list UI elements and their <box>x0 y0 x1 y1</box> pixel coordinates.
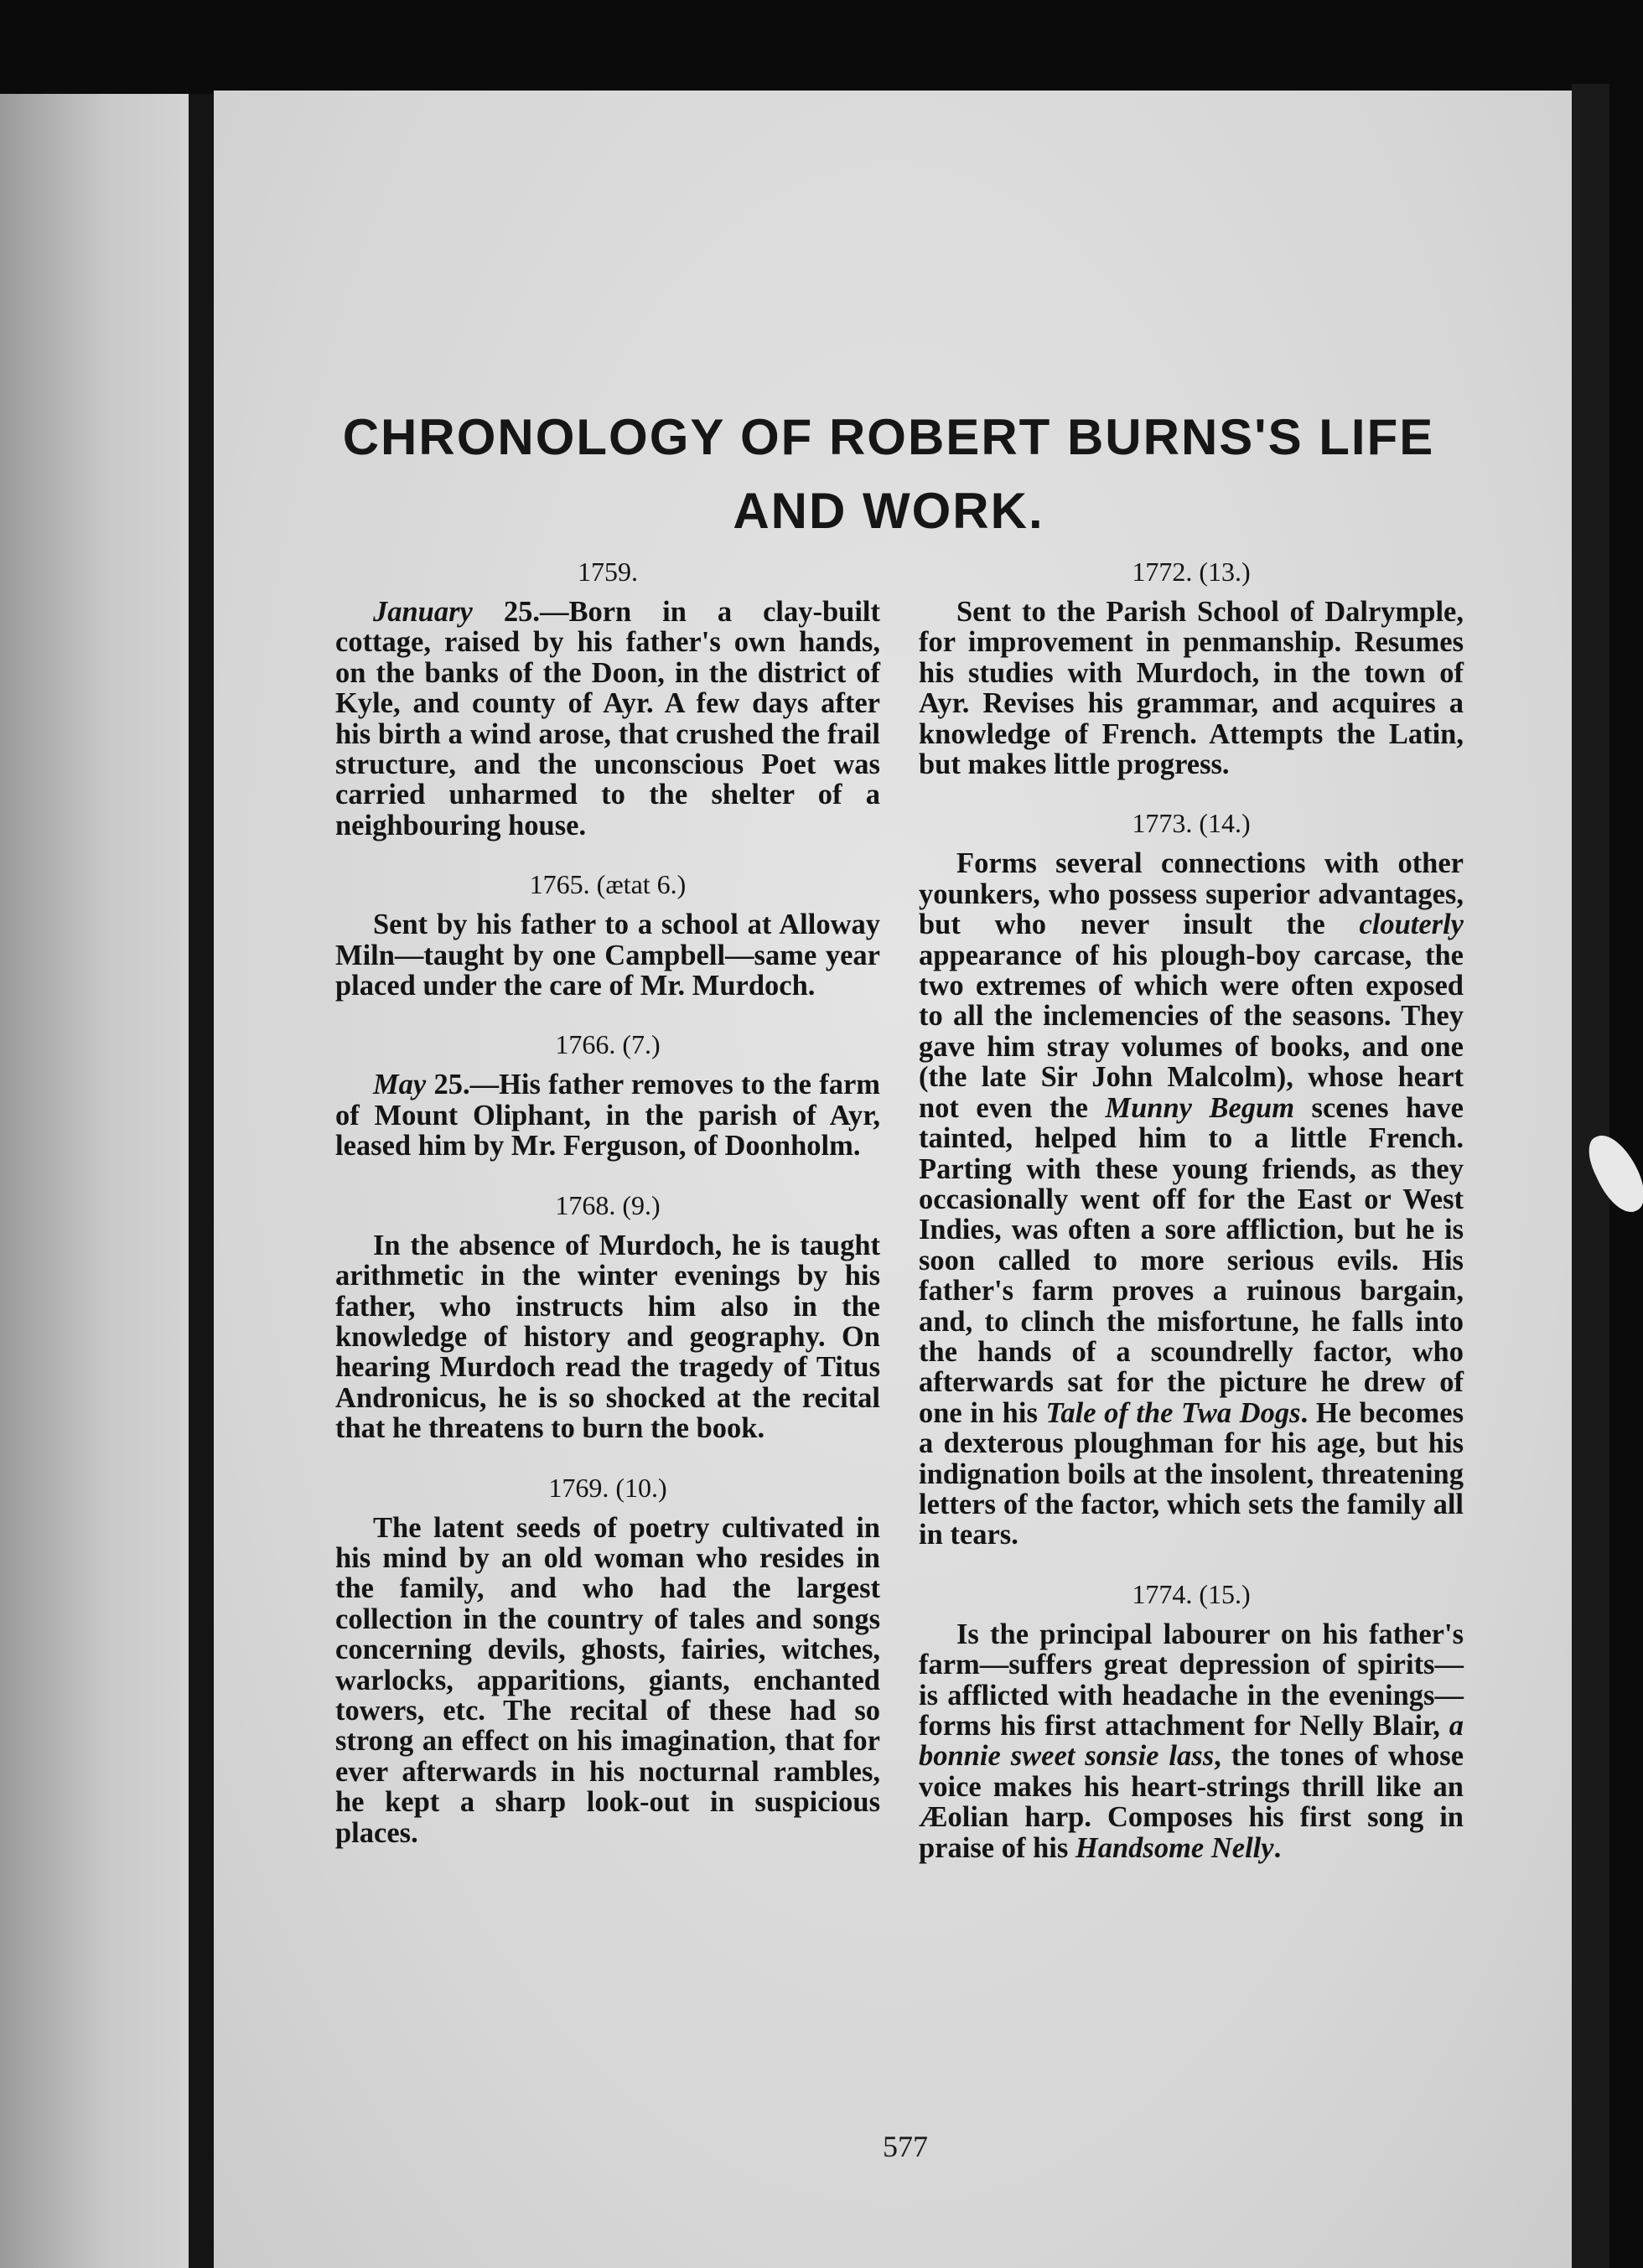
entry-year-heading: 1772. (13.) <box>1132 557 1251 587</box>
text-run: Sent by his father to a school at Alloway Miln—taught by one Campbell—same year placed under the care of Mr. Murdoch. <box>335 909 880 1002</box>
chronology-entry <box>919 1576 1464 1863</box>
right-column <box>919 553 1464 1888</box>
italic-text: clouterly <box>1359 909 1464 941</box>
italic-text: Tale of the Twa Dogs <box>1045 1396 1301 1429</box>
entry-text <box>335 1230 880 1444</box>
entry-year-heading: 1759. <box>578 557 638 587</box>
entry-text <box>919 848 1464 1550</box>
text-run: . He becomes a dexterous ploughman for his age, but his indignation boils at the insolent, threatening letters of the factor, which sets the family all in tears. <box>919 1396 1464 1551</box>
text-run: Is the principal labourer on his father's farm—suffers great depression of spirits—is afflicted with headache in the evenings—forms his first attachment for Nelly Blair, <box>919 1618 1464 1742</box>
entry-text <box>335 909 880 1001</box>
text-run: . <box>1273 1831 1282 1864</box>
chronology-entry <box>919 805 1464 1550</box>
italic-text: a bonnie sweet sonsie lass <box>919 1710 1464 1773</box>
text-run: 25.—His father removes to the farm of Mount Oliphant, in the parish of Ayr, leased him by Mr. Ferguson, of Doonholm. <box>335 1069 880 1162</box>
text-run: In the absence of Murdoch, he is taught arithmetic in the winter evenings by his father, who instructs him also in the knowledge of history and geography. On hearing Murdoch read the tragedy of Titus Andronicus, he is so shocked at the recital that he threatens to burn the book. <box>335 1229 880 1445</box>
italic-text: Handsome Nelly <box>1075 1831 1274 1864</box>
left-column <box>335 553 880 1873</box>
text-run: Sent to the Parish School of Dalrymple, for improvement in penmanship. Resumes his studies with Murdoch, in the town of Ayr. Revises his grammar, and acquires a knowledge of French. Attempts the Latin, but makes little progress. <box>919 596 1464 781</box>
text-run: The latent seeds of poetry cultivated in his mind by an old woman who resides in the family, and who had the largest collection in the country of tales and songs concerning devils, ghosts, fairies, witches, warlocks, apparitions, giants, enchanted towers, etc. The recital of these had so strong an effect on his imagination, that for ever afterwards in his nocturnal rambles, he kept a sharp look-out in suspicious places. <box>335 1511 880 1849</box>
text-run: appearance of his plough-boy carcase, the two extremes of which were often exposed to all the inclemencies of the seasons. They gave him stray volumes of books, and one (the late Sir John Malcolm), whose heart not even the <box>919 939 1464 1124</box>
entry-text <box>335 1069 880 1161</box>
chronology-entry <box>335 866 880 1001</box>
entry-year-heading: 1769. (10.) <box>548 1472 667 1503</box>
entry-year-heading: 1765. (ætat 6.) <box>529 869 687 900</box>
page-title: CHRONOLOGY OF ROBERT BURNS'S LIFE AND WORK. <box>342 409 1435 539</box>
text-run: 25.—Born in a clay-built cottage, raised by his father's own hands, on the banks of the Doon, in the district of Kyle, and county of Ayr. A few days after his birth a wind arose, that crushed the frail structure, and the unconscious Poet was carried unharmed to the shelter of a neighbouring house. <box>335 596 880 841</box>
entry-year-heading: 1768. (9.) <box>555 1189 661 1220</box>
chronology-entry <box>919 553 1464 779</box>
text-run: scenes have tainted, helped him to a little French. Parting with these young friends, as they occasionally went off for the East or West Indies, was often a sore affliction, but he is soon called to more serious evils. His father's farm proves a ruinous bargain, and, to clinch the misfortune, he falls into the hands of a scoundrelly factor, who afterwards sat for the picture he drew of one in his <box>919 1091 1464 1429</box>
entry-text <box>335 1513 880 1848</box>
chronology-entry <box>335 1187 880 1444</box>
adjacent-page-edge <box>0 94 189 2268</box>
entry-text <box>919 597 1464 779</box>
entry-year-heading: 1773. (14.) <box>1132 808 1251 839</box>
entry-year-heading: 1766. (7.) <box>555 1029 661 1060</box>
italic-text: Munny Begum <box>1105 1091 1295 1124</box>
entry-text <box>335 597 880 841</box>
entry-text <box>919 1619 1464 1863</box>
chronology-entry <box>335 1026 880 1161</box>
page-number: 577 <box>883 2130 928 2163</box>
text-run: Forms several connections with other younkers, who possess superior advantages, but who never insult the <box>919 847 1464 941</box>
text-run: , the tones of whose voice makes his heart-strings thrill like an Æolian harp. Composes his first song in praise of his <box>919 1740 1464 1864</box>
book-gutter <box>189 94 214 2268</box>
chronology-entry <box>335 553 880 841</box>
entry-year-heading: 1774. (15.) <box>1132 1578 1251 1609</box>
italic-text: January <box>373 596 473 628</box>
italic-text: May <box>373 1069 427 1101</box>
chronology-entry <box>335 1469 880 1848</box>
